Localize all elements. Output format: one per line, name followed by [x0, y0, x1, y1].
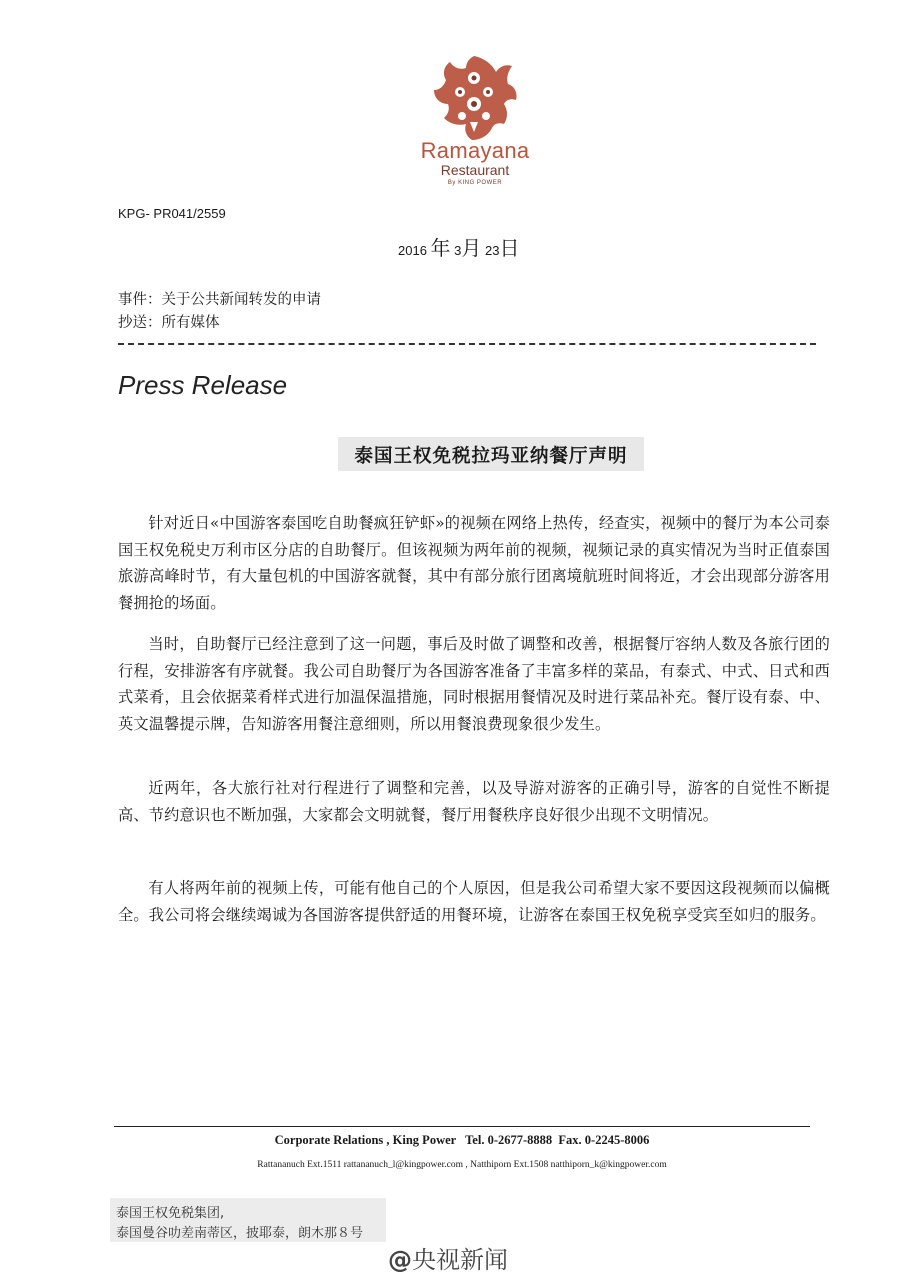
footer-rule [114, 1126, 810, 1127]
watermark-at-icon: @ [388, 1246, 412, 1274]
subject-text: 关于公共新闻转发的申请 [161, 292, 321, 308]
cc-text: 所有媒体 [161, 315, 220, 331]
date-day: 23 [485, 243, 500, 258]
date-year: 2016 [398, 243, 427, 258]
body-paragraph-4: 有人将两年前的视频上传，可能有他自己的个人原因，但是我公司希望大家不要因这段视频而以偏概全。我公司将会继续竭诚为各国游客提供舒适的用餐环境，让游客在泰国王权免税享受宾至如归的服务。 [118, 879, 830, 924]
body-paragraph-2: 当时，自助餐厅已经注意到了这一问题，事后及时做了调整和改善，根据餐厅容纳人数及各旅行团的行程，安排游客有序就餐。我公司自助餐厅为各国游客准备了丰富多样的菜品，有泰式、中式、日式和西式菜肴，且会依据菜肴样式进行加温保温措施，同时根据用餐情况及时进行菜品补充。餐厅设有泰、中、英文温馨提示牌，告知游客用餐注意细则，所以用餐浪费现象很少发生。 [118, 635, 830, 733]
date-day-unit: 日 [499, 236, 520, 260]
subject-line [118, 288, 321, 309]
document-date [398, 232, 520, 261]
footer-emails: Rattananuch Ext.1511 rattananuch_l@kingpower.com , Natthiporn Ext.1508 natthiporn_k@kingpower.com [257, 1160, 667, 1170]
cctv-news-watermark [388, 1240, 508, 1275]
press-release-heading: Press Release [118, 370, 288, 400]
address-line-2: 泰国曼谷叻差南蒂区，披耶泰，朗木那８号 [116, 1226, 364, 1241]
address-line-1: 泰国王权免税集团, [116, 1206, 225, 1221]
footer-contact: Corporate Relations , King Power Tel. 0-2677-8888 Fax. 0-2245-8006 [274, 1133, 650, 1147]
dashed-divider [118, 343, 816, 345]
watermark-text: 央视新闻 [412, 1246, 508, 1274]
statement-title: 泰国王权免税拉玛亚纳餐厅声明 [354, 446, 628, 467]
date-month-unit: 月 [461, 236, 482, 260]
logo-name: Ramayana [420, 138, 530, 163]
body-paragraph-1: 针对近日«中国游客泰国吃自助餐疯狂铲虾»的视频在网络上热传，经查实，视频中的餐厅为本公司泰国王权免税史万利市区分店的自助餐厅。但该视频为两年前的视频，视频记录的真实情况为当时正值泰国旅游高峰时节，有大量包机的中国游客就餐，其中有部分旅行团离境航班时间将近，才会出现部分游客用餐拥抢的场面。 [118, 514, 830, 612]
body-paragraph-3: 近两年，各大旅行社对行程进行了调整和完善，以及导游对游客的正确引导，游客的自觉性不断提高、节约意识也不断加强，大家都会文明就餐，餐厅用餐秩序良好很少出现不文明情况。 [118, 779, 830, 824]
reference-number: KPG- PR041/2559 [118, 206, 226, 221]
subject-label: 事件： [118, 292, 162, 308]
logo-by-line: By KING POWER [447, 180, 503, 186]
logo-subtitle: Restaurant [440, 162, 510, 178]
cc-label: 抄送： [118, 315, 162, 331]
cc-line [118, 311, 220, 332]
date-month: 3 [454, 243, 462, 258]
date-year-unit: 年 [430, 236, 451, 260]
ramayana-logo-icon [426, 52, 522, 144]
